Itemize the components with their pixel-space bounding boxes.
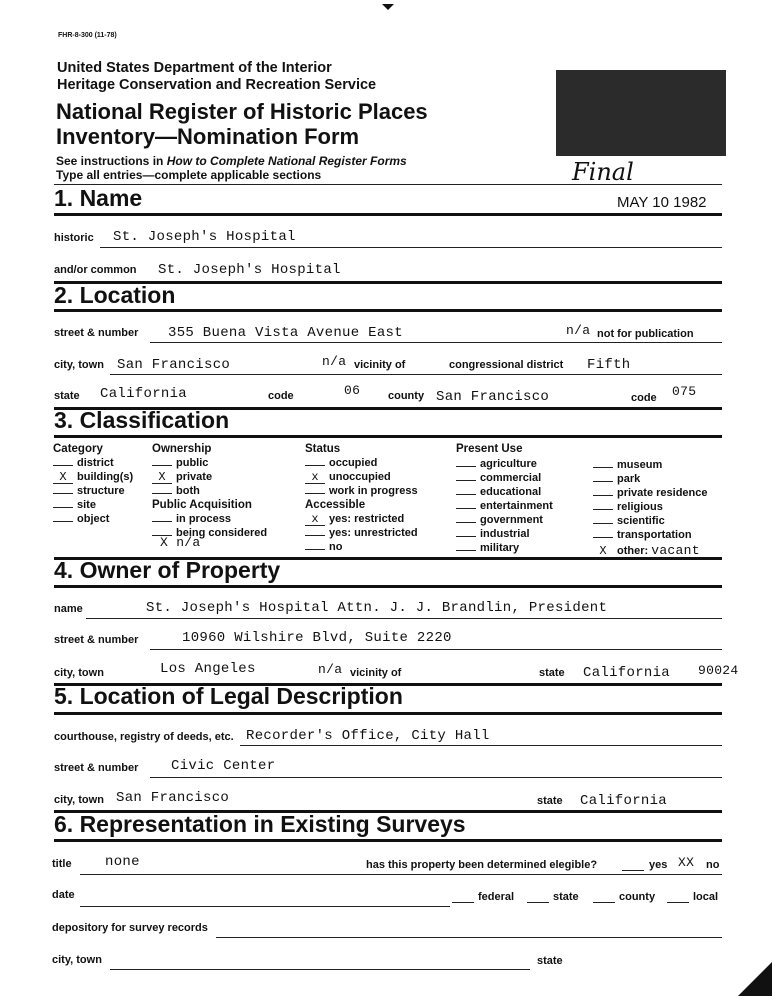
use-item (593, 515, 708, 529)
survey-city-label: city, town (52, 954, 102, 966)
location-vicinity-mark: n/a (322, 354, 347, 369)
courthouse-value: Recorder's Office, City Hall (246, 728, 490, 744)
category-item (53, 457, 133, 471)
survey-state-label: state (537, 955, 563, 967)
status-label: occupied (329, 457, 378, 469)
checkbox-mark[interactable] (593, 495, 613, 496)
location-city-value: San Francisco (117, 357, 231, 373)
use-item (593, 473, 708, 487)
location-city-label: city, town (54, 359, 104, 371)
status-label: work in progress (329, 485, 418, 497)
category-item (53, 499, 133, 513)
common-name-value: St. Joseph's Hospital (158, 262, 341, 278)
courthouse-line (240, 745, 722, 746)
use-label: military (480, 542, 520, 554)
state-blank[interactable] (527, 902, 549, 903)
eligible-yes-label: yes (649, 859, 668, 871)
checkbox-mark[interactable]: x (305, 472, 325, 484)
form-number: FHR-8-300 (11-78) (58, 32, 117, 39)
county-value: San Francisco (436, 389, 550, 405)
location-vicinity-label: vicinity of (354, 359, 406, 371)
survey-date-label: date (52, 889, 75, 901)
agency-line-2: Heritage Conservation and Recreation Service (57, 77, 377, 93)
checkbox-mark[interactable] (305, 493, 325, 494)
owner-name-label: name (54, 603, 83, 615)
form-title-line-1: National Register of Historic Places (56, 99, 428, 124)
eligible-question: has this property been determined elegible? (366, 859, 598, 871)
use-item (456, 486, 553, 500)
owner-state-label: state (539, 667, 565, 679)
section-5-heavy-rule (54, 712, 722, 715)
checkbox-mark[interactable] (305, 465, 325, 466)
owner-city-label: city, town (54, 667, 104, 679)
section-4-heavy-rule (54, 585, 722, 588)
use-label: private residence (617, 487, 708, 499)
acquisition-item (152, 513, 267, 527)
checkbox-mark[interactable] (456, 536, 476, 537)
use-label: industrial (480, 528, 530, 540)
checkbox-mark[interactable]: X (593, 546, 613, 558)
use-label: scientific (617, 515, 665, 527)
state-code-label: code (268, 390, 294, 402)
ownership-header: Ownership (152, 443, 212, 455)
legal-state-value: California (580, 793, 668, 809)
handwritten-final-note: Final (572, 158, 634, 186)
eligible-no-label: no (706, 859, 720, 871)
checkbox-mark[interactable] (152, 465, 172, 466)
section-2-heavy-rule (54, 309, 722, 312)
accessible-label: yes: restricted (329, 513, 405, 525)
checkbox-mark[interactable]: X (152, 472, 172, 484)
location-street-line (150, 342, 722, 343)
use-label: park (617, 473, 641, 485)
not-for-publication-mark: n/a (566, 323, 591, 338)
ownership-label: public (176, 457, 209, 469)
location-street-value: 355 Buena Vista Avenue East (168, 325, 403, 341)
use-label: educational (480, 486, 542, 498)
use-label: government (480, 514, 543, 526)
use-item (593, 543, 708, 557)
owner-vicinity-label: vicinity of (350, 667, 402, 679)
federal-blank[interactable] (452, 902, 474, 903)
section-6-heavy-rule (54, 839, 722, 842)
category-item (53, 485, 133, 499)
owner-state-value: California (583, 665, 671, 681)
checkbox-mark[interactable] (456, 480, 476, 481)
use-label: other: (617, 545, 649, 557)
section-6-heading: 6. Representation in Existing Surveys (54, 811, 466, 837)
ownership-label: both (176, 485, 200, 497)
checkbox-mark[interactable]: x (305, 514, 325, 526)
eligible-no-mark[interactable]: XX (678, 855, 695, 870)
courthouse-label: courthouse, registry of deeds, etc. (54, 731, 234, 743)
category-label: district (77, 457, 114, 469)
checkbox-mark[interactable] (456, 522, 476, 523)
use-label: museum (617, 459, 663, 471)
checkbox-mark[interactable] (305, 549, 325, 550)
ownership-item (152, 457, 267, 471)
county-code-value: 075 (672, 384, 697, 399)
accessible-item (305, 527, 418, 541)
checkbox-mark[interactable] (305, 535, 325, 536)
present-use-list-left (456, 458, 553, 556)
checkbox-mark[interactable] (456, 508, 476, 509)
checkbox-mark[interactable] (593, 523, 613, 524)
category-item (53, 471, 133, 485)
checkbox-mark[interactable] (152, 521, 172, 522)
section-4-heading: 4. Owner of Property (54, 557, 281, 583)
ownership-item (152, 485, 267, 499)
not-for-publication-label: not for publication (597, 328, 694, 340)
use-item (593, 501, 708, 515)
category-label: structure (77, 485, 125, 497)
use-label: transportation (617, 529, 692, 541)
status-item (305, 457, 418, 471)
use-item (456, 472, 553, 486)
use-item (456, 458, 553, 472)
use-label: entertainment (480, 500, 553, 512)
ownership-list (152, 457, 267, 539)
section-1-heading: 1. Name (54, 185, 143, 211)
legal-street-value: Civic Center (171, 758, 276, 774)
acquisition-na-mark: X n/a (160, 535, 201, 550)
acquisition-label: in process (176, 513, 232, 525)
federal-label: federal (478, 891, 515, 903)
checkbox-mark[interactable] (456, 466, 476, 467)
status-header: Status (305, 443, 341, 455)
section-5-heading: 5. Location of Legal Description (54, 683, 403, 709)
instructions-prefix: See instructions in (56, 154, 167, 168)
category-item (53, 513, 133, 527)
checkbox-mark[interactable] (593, 509, 613, 510)
checkbox-mark[interactable] (593, 481, 613, 482)
congressional-district-label: congressional district (449, 359, 564, 371)
checkbox-mark[interactable]: X (53, 472, 73, 484)
county-label: county (388, 390, 425, 402)
accessible-label: no (329, 541, 343, 553)
status-item (305, 471, 418, 485)
survey-title-label: title (52, 858, 72, 870)
section-3-heavy-rule (54, 435, 722, 438)
owner-zip-value: 90024 (698, 663, 739, 678)
instructions-italic-title: How to Complete National Register Forms (166, 154, 407, 168)
survey-city-line (110, 969, 530, 970)
category-label: site (77, 499, 96, 511)
checkbox-mark[interactable] (53, 465, 73, 466)
ownership-item (152, 471, 267, 485)
checkbox-mark[interactable] (593, 467, 613, 468)
other-use-value: vacant (651, 543, 700, 558)
legal-street-label: street & number (54, 762, 139, 774)
legal-state-label: state (537, 795, 563, 807)
historic-line (100, 247, 722, 248)
checkbox-mark[interactable] (593, 537, 613, 538)
eligible-yes-blank[interactable] (622, 870, 644, 871)
depository-label: depository for survey records (52, 922, 208, 934)
county-blank[interactable] (593, 902, 615, 903)
section-2-heading: 2. Location (54, 282, 176, 308)
county-code-label: code (631, 392, 657, 404)
corner-triangle-marker (738, 962, 772, 996)
status-list (305, 457, 418, 555)
local-level-label: local (693, 891, 719, 903)
congressional-district-value: Fifth (587, 357, 631, 373)
legal-city-value: San Francisco (116, 790, 230, 806)
location-street-label: street & number (54, 327, 139, 339)
instructions-line-2: Type all entries—complete applicable sections (56, 168, 322, 182)
checkbox-mark[interactable] (53, 521, 73, 522)
category-list (53, 457, 133, 527)
location-state-label: state (54, 390, 80, 402)
state-code-value: 06 (344, 383, 361, 398)
category-header: Category (53, 443, 103, 455)
public-acquisition-header: Public Acquisition (152, 499, 252, 511)
survey-date-line (80, 906, 450, 907)
use-label: religious (617, 501, 663, 513)
use-item (593, 487, 708, 501)
survey-title-line (80, 874, 722, 875)
category-label: object (77, 513, 110, 525)
checkbox-mark[interactable] (456, 550, 476, 551)
use-item (456, 528, 553, 542)
owner-street-label: street & number (54, 634, 139, 646)
received-date-stamp: MAY 10 1982 (617, 194, 707, 211)
historic-label: historic (54, 232, 94, 244)
owner-city-value: Los Angeles (160, 661, 256, 677)
category-label: building(s) (77, 471, 134, 483)
checkbox-mark[interactable] (456, 494, 476, 495)
accessible-header: Accessible (305, 499, 366, 511)
redacted-stamp-box (556, 70, 726, 156)
historic-name-value: St. Joseph's Hospital (113, 229, 296, 245)
acquisition-label: being considered (176, 527, 268, 539)
owner-vicinity-mark: n/a (318, 662, 343, 677)
section-3-heading: 3. Classification (54, 407, 230, 433)
owner-street-line (150, 649, 722, 650)
agency-line-1: United States Department of the Interior (57, 60, 332, 76)
section-1-heavy-rule (54, 213, 722, 216)
use-item (456, 514, 553, 528)
present-use-list-right (593, 459, 708, 557)
depository-line (216, 937, 722, 938)
use-item (593, 459, 708, 473)
checkbox-mark[interactable] (53, 493, 73, 494)
local-blank[interactable] (667, 902, 689, 903)
location-state-value: California (100, 386, 188, 402)
use-label: agriculture (480, 458, 537, 470)
use-item (456, 542, 553, 556)
survey-title-value: none (105, 854, 140, 870)
county-level-label: county (619, 891, 656, 903)
status-label: unoccupied (329, 471, 391, 483)
form-title-line-2: Inventory—Nomination Form (56, 124, 360, 149)
location-city-line (110, 374, 722, 375)
accessible-item (305, 541, 418, 555)
ownership-label: private (176, 471, 213, 483)
owner-name-value: St. Joseph's Hospital Attn. J. J. Brandlin, President (146, 600, 608, 616)
instructions-line-1 (56, 154, 407, 168)
legal-city-label: city, town (54, 794, 104, 806)
common-name-label: and/or common (54, 264, 137, 276)
checkbox-mark[interactable] (53, 507, 73, 508)
state-level-label: state (553, 891, 579, 903)
use-label: commercial (480, 472, 542, 484)
accessible-label: yes: unrestricted (329, 527, 418, 539)
present-use-header: Present Use (456, 443, 523, 455)
top-page-marker (382, 4, 394, 10)
accessible-item (305, 513, 418, 527)
status-item (305, 485, 418, 499)
use-item (593, 529, 708, 543)
checkbox-mark[interactable] (152, 493, 172, 494)
owner-name-line (86, 618, 722, 619)
header-rule (54, 184, 722, 185)
use-item (456, 500, 553, 514)
owner-street-value: 10960 Wilshire Blvd, Suite 2220 (182, 630, 452, 646)
legal-street-line (150, 777, 722, 778)
